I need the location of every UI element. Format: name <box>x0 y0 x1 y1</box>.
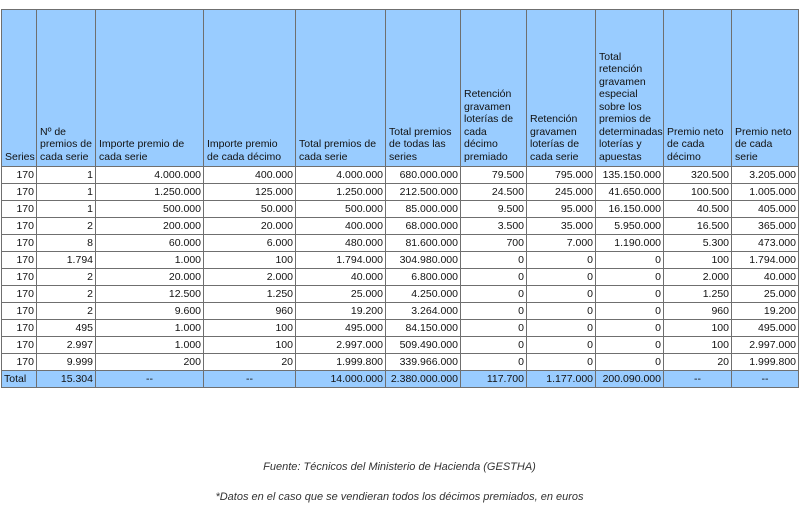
table-cell: 0 <box>461 286 527 303</box>
table-cell: 0 <box>527 303 596 320</box>
table-cell: 495.000 <box>732 320 799 337</box>
col-header-total-retencion: Total retención gravamen especial sobre los premios de determinadas loterías y apuestas <box>596 10 664 167</box>
table-cell: 170 <box>2 201 37 218</box>
table-cell: 0 <box>596 303 664 320</box>
table-cell: 40.500 <box>664 201 732 218</box>
table-cell: 19.200 <box>296 303 386 320</box>
table-cell: 4.250.000 <box>386 286 461 303</box>
table-cell: 400.000 <box>296 218 386 235</box>
table-cell: 1.250.000 <box>296 184 386 201</box>
table-cell: 960 <box>664 303 732 320</box>
total-cell: 15.304 <box>37 371 96 388</box>
table-cell: 84.150.000 <box>386 320 461 337</box>
table-cell: 0 <box>596 320 664 337</box>
table-cell: 20.000 <box>204 218 296 235</box>
total-cell: 200.090.000 <box>596 371 664 388</box>
table-cell: 0 <box>596 252 664 269</box>
total-cell: 1.177.000 <box>527 371 596 388</box>
table-cell: 95.000 <box>527 201 596 218</box>
table-row <box>2 303 799 320</box>
table-cell: 1.000 <box>96 252 204 269</box>
col-header-neto-serie: Premio neto de cada serie <box>732 10 799 167</box>
table-cell: 3.264.000 <box>386 303 461 320</box>
table-cell: 170 <box>2 354 37 371</box>
table-cell: 795.000 <box>527 167 596 184</box>
table-cell: 6.000 <box>204 235 296 252</box>
table-cell: 495 <box>37 320 96 337</box>
table-cell: 2 <box>37 286 96 303</box>
table-cell: 2 <box>37 303 96 320</box>
table-cell: 6.800.000 <box>386 269 461 286</box>
table-cell: 0 <box>461 269 527 286</box>
table-cell: 170 <box>2 303 37 320</box>
table-cell: 2.997.000 <box>296 337 386 354</box>
table-cell: 0 <box>527 252 596 269</box>
table-cell: 0 <box>527 269 596 286</box>
table-row <box>2 269 799 286</box>
table-cell: 1.999.800 <box>732 354 799 371</box>
table-cell: 2.997 <box>37 337 96 354</box>
table-cell: 5.300 <box>664 235 732 252</box>
table-cell: 170 <box>2 235 37 252</box>
table-cell: 960 <box>204 303 296 320</box>
table-cell: 0 <box>596 269 664 286</box>
table-cell: 1.005.000 <box>732 184 799 201</box>
table-cell: 50.000 <box>204 201 296 218</box>
table-cell: 1.000 <box>96 337 204 354</box>
table-cell: 68.000.000 <box>386 218 461 235</box>
footnote: *Datos en el caso que se vendieran todos los décimos premiados, en euros <box>215 491 584 503</box>
table-cell: 5.950.000 <box>596 218 664 235</box>
table-cell: 4.000.000 <box>296 167 386 184</box>
table-cell: 12.500 <box>96 286 204 303</box>
table-cell: 500.000 <box>296 201 386 218</box>
table-cell: 1.250 <box>664 286 732 303</box>
table-cell: 81.600.000 <box>386 235 461 252</box>
table-cell: 9.500 <box>461 201 527 218</box>
table-cell: 79.500 <box>461 167 527 184</box>
table-cell: 1.999.800 <box>296 354 386 371</box>
table-cell: 1.794.000 <box>732 252 799 269</box>
table-cell: 245.000 <box>527 184 596 201</box>
table-cell: 19.200 <box>732 303 799 320</box>
table-cell: 200 <box>96 354 204 371</box>
header-row <box>2 10 799 167</box>
table-footer <box>2 371 799 388</box>
col-header-num-premios: Nº de premios de cada serie <box>37 10 96 167</box>
total-label: Total <box>2 371 37 388</box>
table-cell: 700 <box>461 235 527 252</box>
table-cell: 0 <box>527 354 596 371</box>
total-cell: 14.000.000 <box>296 371 386 388</box>
prize-table <box>1 9 799 388</box>
table-cell: 0 <box>461 303 527 320</box>
table-cell: 100 <box>204 320 296 337</box>
col-header-retencion-decimo: Retención gravamen loterías de cada décimo premiado <box>461 10 527 167</box>
table-row <box>2 337 799 354</box>
table-cell: 60.000 <box>96 235 204 252</box>
table-cell: 405.000 <box>732 201 799 218</box>
table-cell: 170 <box>2 167 37 184</box>
table-row <box>2 184 799 201</box>
total-cell: 117.700 <box>461 371 527 388</box>
col-header-importe-decimo: Importe premio de cada décimo <box>204 10 296 167</box>
table-cell: 3.500 <box>461 218 527 235</box>
table-cell: 170 <box>2 252 37 269</box>
source-note: Fuente: Técnicos del Ministerio de Hacienda (GESTHA) <box>263 461 536 473</box>
table-cell: 0 <box>596 337 664 354</box>
table-header <box>2 10 799 167</box>
table-cell: 1.190.000 <box>596 235 664 252</box>
table-cell: 20 <box>204 354 296 371</box>
table-cell: 680.000.000 <box>386 167 461 184</box>
table-cell: 500.000 <box>96 201 204 218</box>
table-cell: 1.250 <box>204 286 296 303</box>
table-cell: 20 <box>664 354 732 371</box>
table-cell: 135.150.000 <box>596 167 664 184</box>
table-cell: 495.000 <box>296 320 386 337</box>
table-cell: 1.794.000 <box>296 252 386 269</box>
table-row <box>2 354 799 371</box>
table-cell: 400.000 <box>204 167 296 184</box>
total-cell: -- <box>96 371 204 388</box>
table-cell: 0 <box>461 337 527 354</box>
table-cell: 304.980.000 <box>386 252 461 269</box>
table-cell: 2.000 <box>204 269 296 286</box>
table-cell: 40.000 <box>732 269 799 286</box>
total-cell: -- <box>204 371 296 388</box>
table-cell: 2 <box>37 269 96 286</box>
table-cell: 9.999 <box>37 354 96 371</box>
table-cell: 200.000 <box>96 218 204 235</box>
table-row <box>2 235 799 252</box>
col-header-total-todas-series: Total premios de todas las series <box>386 10 461 167</box>
total-cell: 2.380.000.000 <box>386 371 461 388</box>
table-cell: 2.997.000 <box>732 337 799 354</box>
table-cell: 125.000 <box>204 184 296 201</box>
table-cell: 170 <box>2 337 37 354</box>
table-cell: 0 <box>461 252 527 269</box>
table-cell: 170 <box>2 269 37 286</box>
col-header-retencion-serie: Retención gravamen loterías de cada serie <box>527 10 596 167</box>
table-cell: 509.490.000 <box>386 337 461 354</box>
col-header-series: Series <box>2 10 37 167</box>
table-cell: 212.500.000 <box>386 184 461 201</box>
table-cell: 0 <box>527 286 596 303</box>
table-cell: 25.000 <box>732 286 799 303</box>
table-cell: 16.150.000 <box>596 201 664 218</box>
table-row <box>2 201 799 218</box>
table-cell: 480.000 <box>296 235 386 252</box>
table-cell: 0 <box>461 354 527 371</box>
table-cell: 1 <box>37 167 96 184</box>
total-cell: -- <box>664 371 732 388</box>
table-cell: 0 <box>596 354 664 371</box>
table-row <box>2 320 799 337</box>
table-row <box>2 252 799 269</box>
table-cell: 100.500 <box>664 184 732 201</box>
table-cell: 40.000 <box>296 269 386 286</box>
table-cell: 473.000 <box>732 235 799 252</box>
total-row <box>2 371 799 388</box>
table-cell: 0 <box>527 337 596 354</box>
table-body <box>2 167 799 371</box>
table-cell: 100 <box>664 337 732 354</box>
table-cell: 0 <box>461 320 527 337</box>
table-cell: 2 <box>37 218 96 235</box>
table-cell: 1.000 <box>96 320 204 337</box>
table-cell: 8 <box>37 235 96 252</box>
table-cell: 1.794 <box>37 252 96 269</box>
table-cell: 2.000 <box>664 269 732 286</box>
table-cell: 3.205.000 <box>732 167 799 184</box>
table-cell: 24.500 <box>461 184 527 201</box>
table-cell: 320.500 <box>664 167 732 184</box>
table-row <box>2 167 799 184</box>
table-cell: 9.600 <box>96 303 204 320</box>
table-cell: 100 <box>664 252 732 269</box>
table-cell: 0 <box>596 286 664 303</box>
table-cell: 365.000 <box>732 218 799 235</box>
table-cell: 1 <box>37 184 96 201</box>
table-cell: 16.500 <box>664 218 732 235</box>
total-cell: -- <box>732 371 799 388</box>
table-cell: 1.250.000 <box>96 184 204 201</box>
table-cell: 170 <box>2 286 37 303</box>
table-cell: 7.000 <box>527 235 596 252</box>
table-cell: 170 <box>2 184 37 201</box>
table-cell: 20.000 <box>96 269 204 286</box>
table-cell: 41.650.000 <box>596 184 664 201</box>
table-cell: 100 <box>204 252 296 269</box>
table-cell: 85.000.000 <box>386 201 461 218</box>
table-cell: 25.000 <box>296 286 386 303</box>
table-cell: 170 <box>2 218 37 235</box>
col-header-importe-serie: Importe premio de cada serie <box>96 10 204 167</box>
table-row <box>2 286 799 303</box>
col-header-neto-decimo: Premio neto de cada décimo <box>664 10 732 167</box>
table-cell: 100 <box>204 337 296 354</box>
table-cell: 1 <box>37 201 96 218</box>
table-row <box>2 218 799 235</box>
table-cell: 35.000 <box>527 218 596 235</box>
table-cell: 0 <box>527 320 596 337</box>
table-cell: 339.966.000 <box>386 354 461 371</box>
table-cell: 4.000.000 <box>96 167 204 184</box>
table-cell: 170 <box>2 320 37 337</box>
col-header-total-serie: Total premios de cada serie <box>296 10 386 167</box>
table-cell: 100 <box>664 320 732 337</box>
